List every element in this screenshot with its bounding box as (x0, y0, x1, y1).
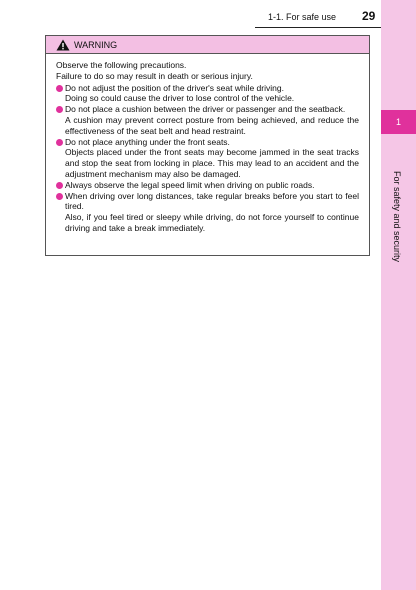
page-number: 29 (362, 9, 376, 23)
chapter-tab[interactable] (381, 110, 416, 134)
item-detail: A cushion may prevent correct posture from being achieved, and reduce the effectiveness of the seat belt and head restraint. (65, 114, 359, 136)
list-item (56, 83, 359, 105)
chapter-title: For safety and security (392, 171, 402, 263)
list-item (56, 191, 359, 234)
bullet-icon (56, 182, 63, 189)
bullet-icon (56, 193, 63, 200)
warning-intro (56, 60, 359, 82)
intro-line-1: Observe the following precautions. (56, 60, 187, 70)
bullet-icon (56, 139, 63, 146)
item-detail: Doing so could cause the driver to lose control of the vehicle. (65, 93, 295, 104)
header-rule (255, 27, 381, 28)
item-text: Do not adjust the position of the driver's seat while driving. (65, 82, 284, 93)
warning-title: WARNING (74, 39, 118, 50)
warning-header (46, 36, 369, 54)
list-item (56, 104, 359, 136)
warning-triangle-icon (56, 39, 70, 51)
bullet-icon (56, 85, 63, 92)
bullet-icon (56, 106, 63, 113)
chapter-number: 1 (395, 117, 401, 127)
precaution-list (56, 83, 359, 234)
warning-box (45, 35, 370, 256)
item-text: Do not place anything under the front seats. (65, 136, 230, 147)
item-text: Always observe the legal speed limit when driving on public roads. (65, 179, 315, 190)
warning-body (46, 54, 369, 234)
intro-line-2: Failure to do so may result in death or serious injury. (56, 70, 253, 81)
list-item (56, 180, 359, 191)
item-detail: Objects placed under the front seats may become jammed in the seat tracks and stop the seat from locking in place. This may lead to an accident and the adjustment mechanism may also be damaged. (65, 147, 359, 179)
item-text: When driving over long distances, take regular breaks before you start to feel tired. (65, 190, 359, 212)
item-detail: Also, if you feel tired or sleepy while driving, do not force yourself to continue driving and take a break immediately. (65, 212, 359, 233)
section-title: 1-1. For safe use (268, 12, 337, 22)
side-tab (381, 0, 416, 590)
list-item (56, 137, 359, 180)
item-text: Do not place a cushion between the driver or passenger and the seatback. (65, 104, 346, 115)
